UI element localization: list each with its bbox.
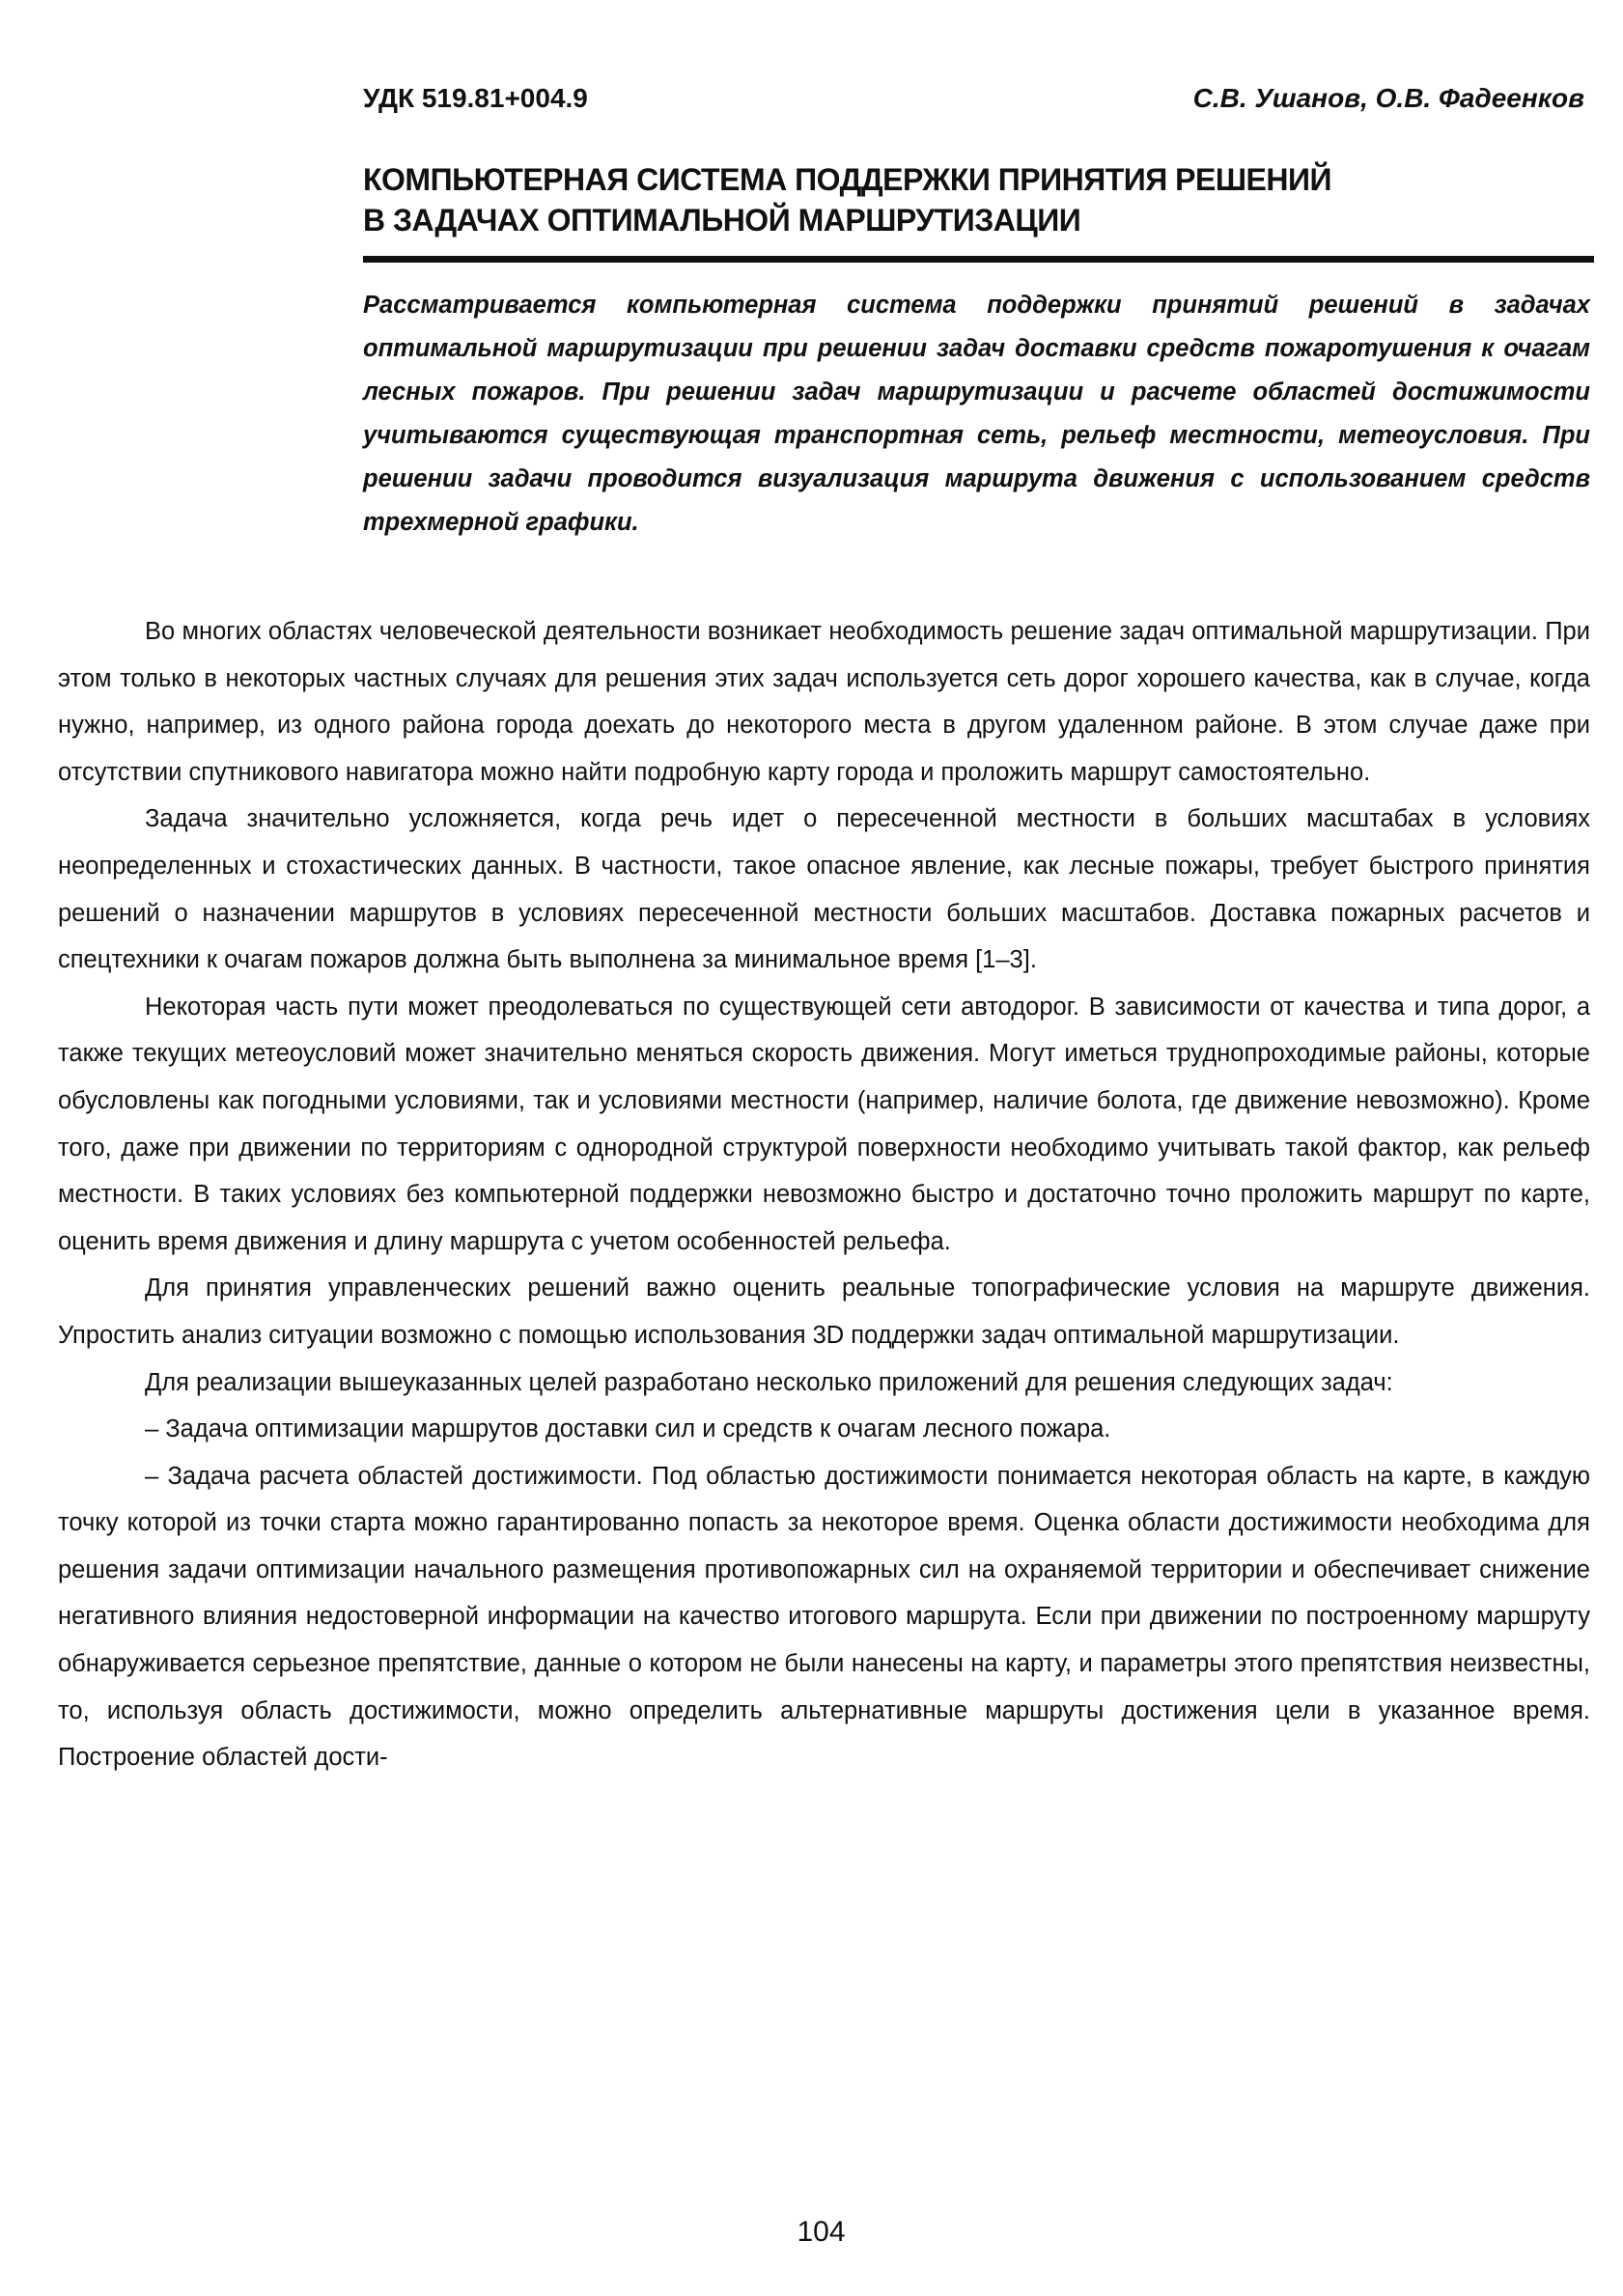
paragraph: Для принятия управленческих решений важно оценить реальные топографические условия на маршруте движения. Упростить анализ ситуации возможно с помощью использования 3D поддержки задач оптимальной маршрутизации.: [58, 1274, 1590, 1349]
udk-code: УДК 519.81+004.9: [363, 83, 588, 113]
article-header: [363, 83, 1584, 122]
paragraph: Во многих областях человеческой деятельности возникает необходимость решение задач оптимальной маршрутизации. При этом только в некоторых частных случаях для решения этих задач используется сеть дорог хорошего качества, как в случае, когда нужно, например, из одного района города доехать до некоторого места в другом удаленном районе. В этом случае даже при отсутствии спутникового навигатора можно найти подробную карту города и проложить маршрут самостоятельно.: [58, 618, 1590, 786]
paragraph: Задача значительно усложняется, когда речь идет о пересеченной местности в больших масштабах в условиях неопределенных и стохастических данных. В частности, такое опасное явление, как лесные пожары, требует быстрого принятия решений о назначении маршрутов в условиях пересеченной местности больших масштабов. Доставка пожарных расчетов и спецтехники к очагам пожаров должна быть выполнена за минимальное время [1–3].: [58, 805, 1590, 974]
list-item: – Задача оптимизации маршрутов доставки сил и средств к очагам лесного пожара.: [145, 1415, 1111, 1443]
title-line-1: КОМПЬЮТЕРНАЯ СИСТЕМА ПОДДЕРЖКИ ПРИНЯТИЯ РЕШЕНИЙ: [363, 162, 1331, 197]
page-number: 104: [797, 2216, 846, 2248]
title-line-2: В ЗАДАЧАХ ОПТИМАЛЬНОЙ МАРШРУТИЗАЦИИ: [363, 203, 1081, 238]
authors: С.В. Ушанов, О.В. Фадеенков: [1192, 83, 1584, 113]
paragraph: Некоторая часть пути может преодолеваться по существующей сети автодорог. В зависимости от качества и типа дорог, а также текущих метеоусловий может значительно меняться скорость движения. Могут иметься труднопроходимые районы, которые обусловлены как погодными условиями, так и условиями местности (например, наличие болота, где движение невозможно). Кроме того, даже при движении по территориям с однородной структурой поверхности необходимо учитывать такой фактор, как рельеф местности. В таких условиях без компьютерной поддержки невозможно быстро и достаточно точно проложить маршрут по карте, оценить время движения и длину маршрута с учетом особенностей рельефа.: [58, 993, 1590, 1255]
list-item: – Задача расчета областей достижимости. Под областью достижимости понимается некоторая область на карте, в каждую точку которой из точки старта можно гарантированно попасть за некоторое время. Оценка области достижимости необходима для решения задачи оптимизации начального размещения противопожарных сил на охраняемой территории и обеспечивает снижение негативного влияния недостоверной информации на качество итогового маршрута. Если при движении по построенному маршруту обнаруживается серьезное препятствие, данные о котором не были нанесены на карту, и параметры этого препятствия неизвестны, то, используя область достижимости, можно определить альтернативные маршруты достижения цели в указанное время. Построение областей дости-: [58, 1462, 1590, 1772]
body-text: [58, 608, 1590, 1781]
title-divider: [363, 256, 1594, 263]
paragraph: Для реализации вышеуказанных целей разработано несколько приложений для решения следующих задач:: [145, 1368, 1393, 1396]
abstract: Рассматривается компьютерная система поддержки принятий решений в задачах оптимальной маршрутизации при решении задач доставки средств пожаротушения к очагам лесных пожаров. При решении задач маршрутизации и расчете областей достижимости учитываются существующая транспортная сеть, рельеф местности, метеоусловия. При решении задачи проводится визуализация маршрута движения с использованием средств трехмерной графики.: [363, 292, 1590, 536]
article-title: [363, 159, 1522, 240]
